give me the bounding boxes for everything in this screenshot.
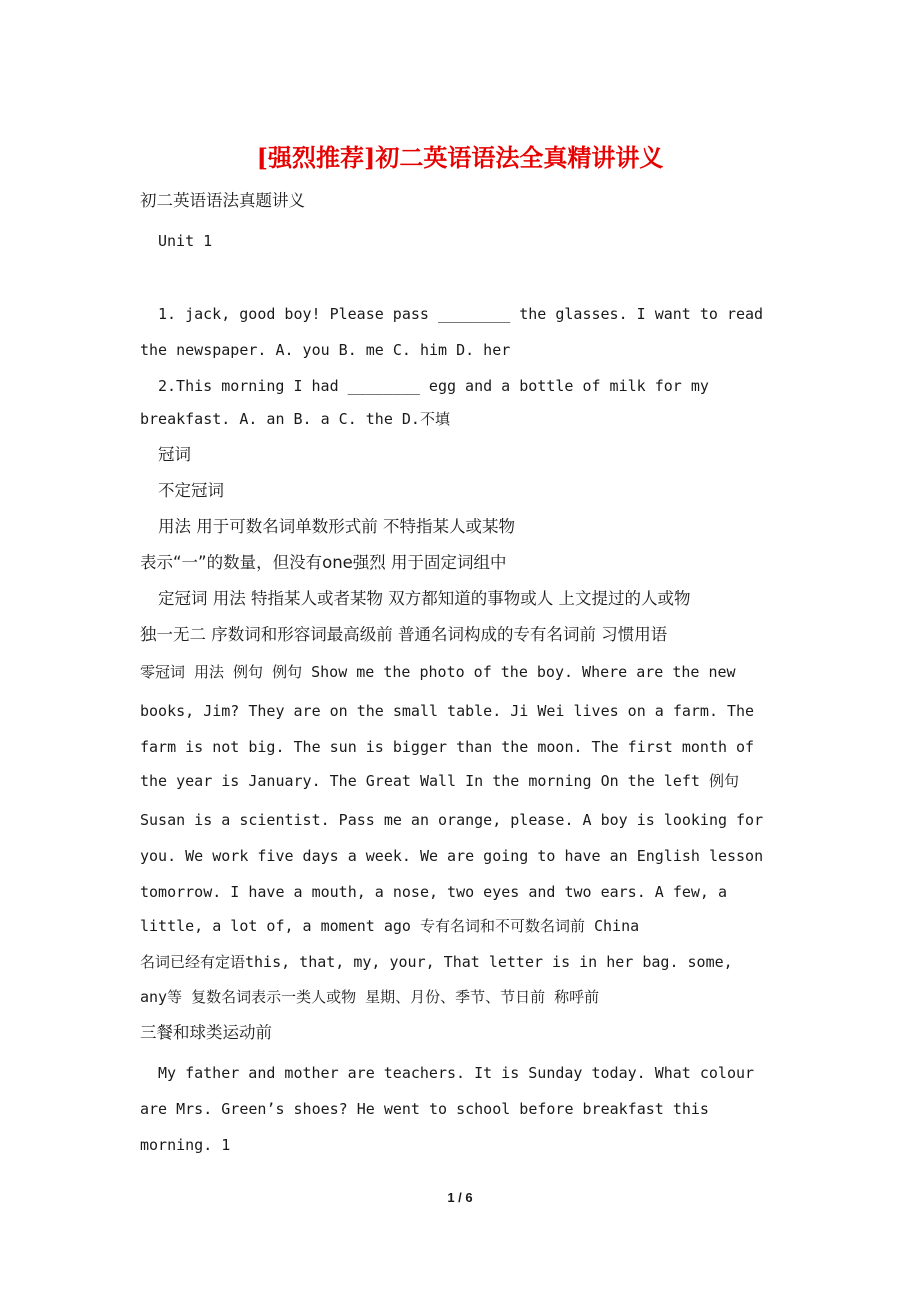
section-heading-indefinite: 不定冠词 bbox=[158, 481, 224, 500]
subtitle: 初二英语语法真题讲义 bbox=[140, 191, 305, 210]
body-line-2: books, Jim? They are on the small table. Ji Wei lives on a farm. The bbox=[140, 702, 755, 720]
document-title: [强烈推荐]初二英语语法全真精讲讲义 bbox=[256, 143, 664, 172]
usage-line-1: 用法 用于可数名词单数形式前 不特指某人或某物 bbox=[158, 517, 515, 536]
body-line-9: 名词已经有定语this, that, my, your, That letter is in her bag. some, bbox=[140, 953, 733, 971]
question-1-line-2: the newspaper. A. you B. me C. him D. her bbox=[140, 341, 511, 359]
definite-article-line-2: 独一无二 序数词和形容词最高级前 普通名词构成的专有名词前 习惯用语 bbox=[140, 625, 668, 644]
example-line-3: morning. 1 bbox=[140, 1136, 231, 1154]
definite-article-line: 定冠词 用法 特指某人或者某物 双方都知道的事物或人 上文提过的人或物 bbox=[158, 589, 691, 608]
body-line-7: tomorrow. I have a mouth, a nose, two eyes and two ears. A few, a bbox=[140, 883, 727, 901]
body-line-8: little, a lot of, a moment ago 专有名词和不可数名词前 China bbox=[140, 917, 640, 935]
question-2-line-2: breakfast. A. an B. a C. the D.不填 bbox=[140, 410, 450, 428]
example-line-2: are Mrs. Green’s shoes? He went to school before breakfast this bbox=[140, 1100, 709, 1118]
body-line-10: any等 复数名词表示一类人或物 星期、月份、季节、节日前 称呼前 bbox=[140, 988, 600, 1006]
page-number: 1 / 6 bbox=[447, 1190, 473, 1205]
unit-heading: Unit 1 bbox=[158, 232, 213, 250]
question-2-line-1: 2.This morning I had ________ egg and a bottle of milk for my bbox=[158, 377, 709, 395]
section-heading-articles: 冠词 bbox=[158, 445, 191, 464]
body-line-11: 三餐和球类运动前 bbox=[140, 1023, 272, 1042]
body-line-6: you. We work five days a week. We are going to have an English lesson bbox=[140, 847, 764, 865]
question-1-line-1: 1. jack, good boy! Please pass ________ the glasses. I want to read bbox=[158, 305, 764, 323]
example-line-1: My father and mother are teachers. It is Sunday today. What colour bbox=[158, 1064, 755, 1082]
usage-line-2: 表示“一”的数量，但没有one强烈 用于固定词组中 bbox=[140, 553, 507, 572]
body-line-4: the year is January. The Great Wall In the morning On the left 例句 bbox=[140, 772, 739, 790]
body-line-3: farm is not big. The sun is bigger than the moon. The first month of bbox=[140, 738, 755, 756]
body-line-5: Susan is a scientist. Pass me an orange, please. A boy is looking for bbox=[140, 811, 764, 829]
body-line-1: 零冠词 用法 例句 例句 Show me the photo of the boy. Where are the new bbox=[140, 663, 736, 681]
